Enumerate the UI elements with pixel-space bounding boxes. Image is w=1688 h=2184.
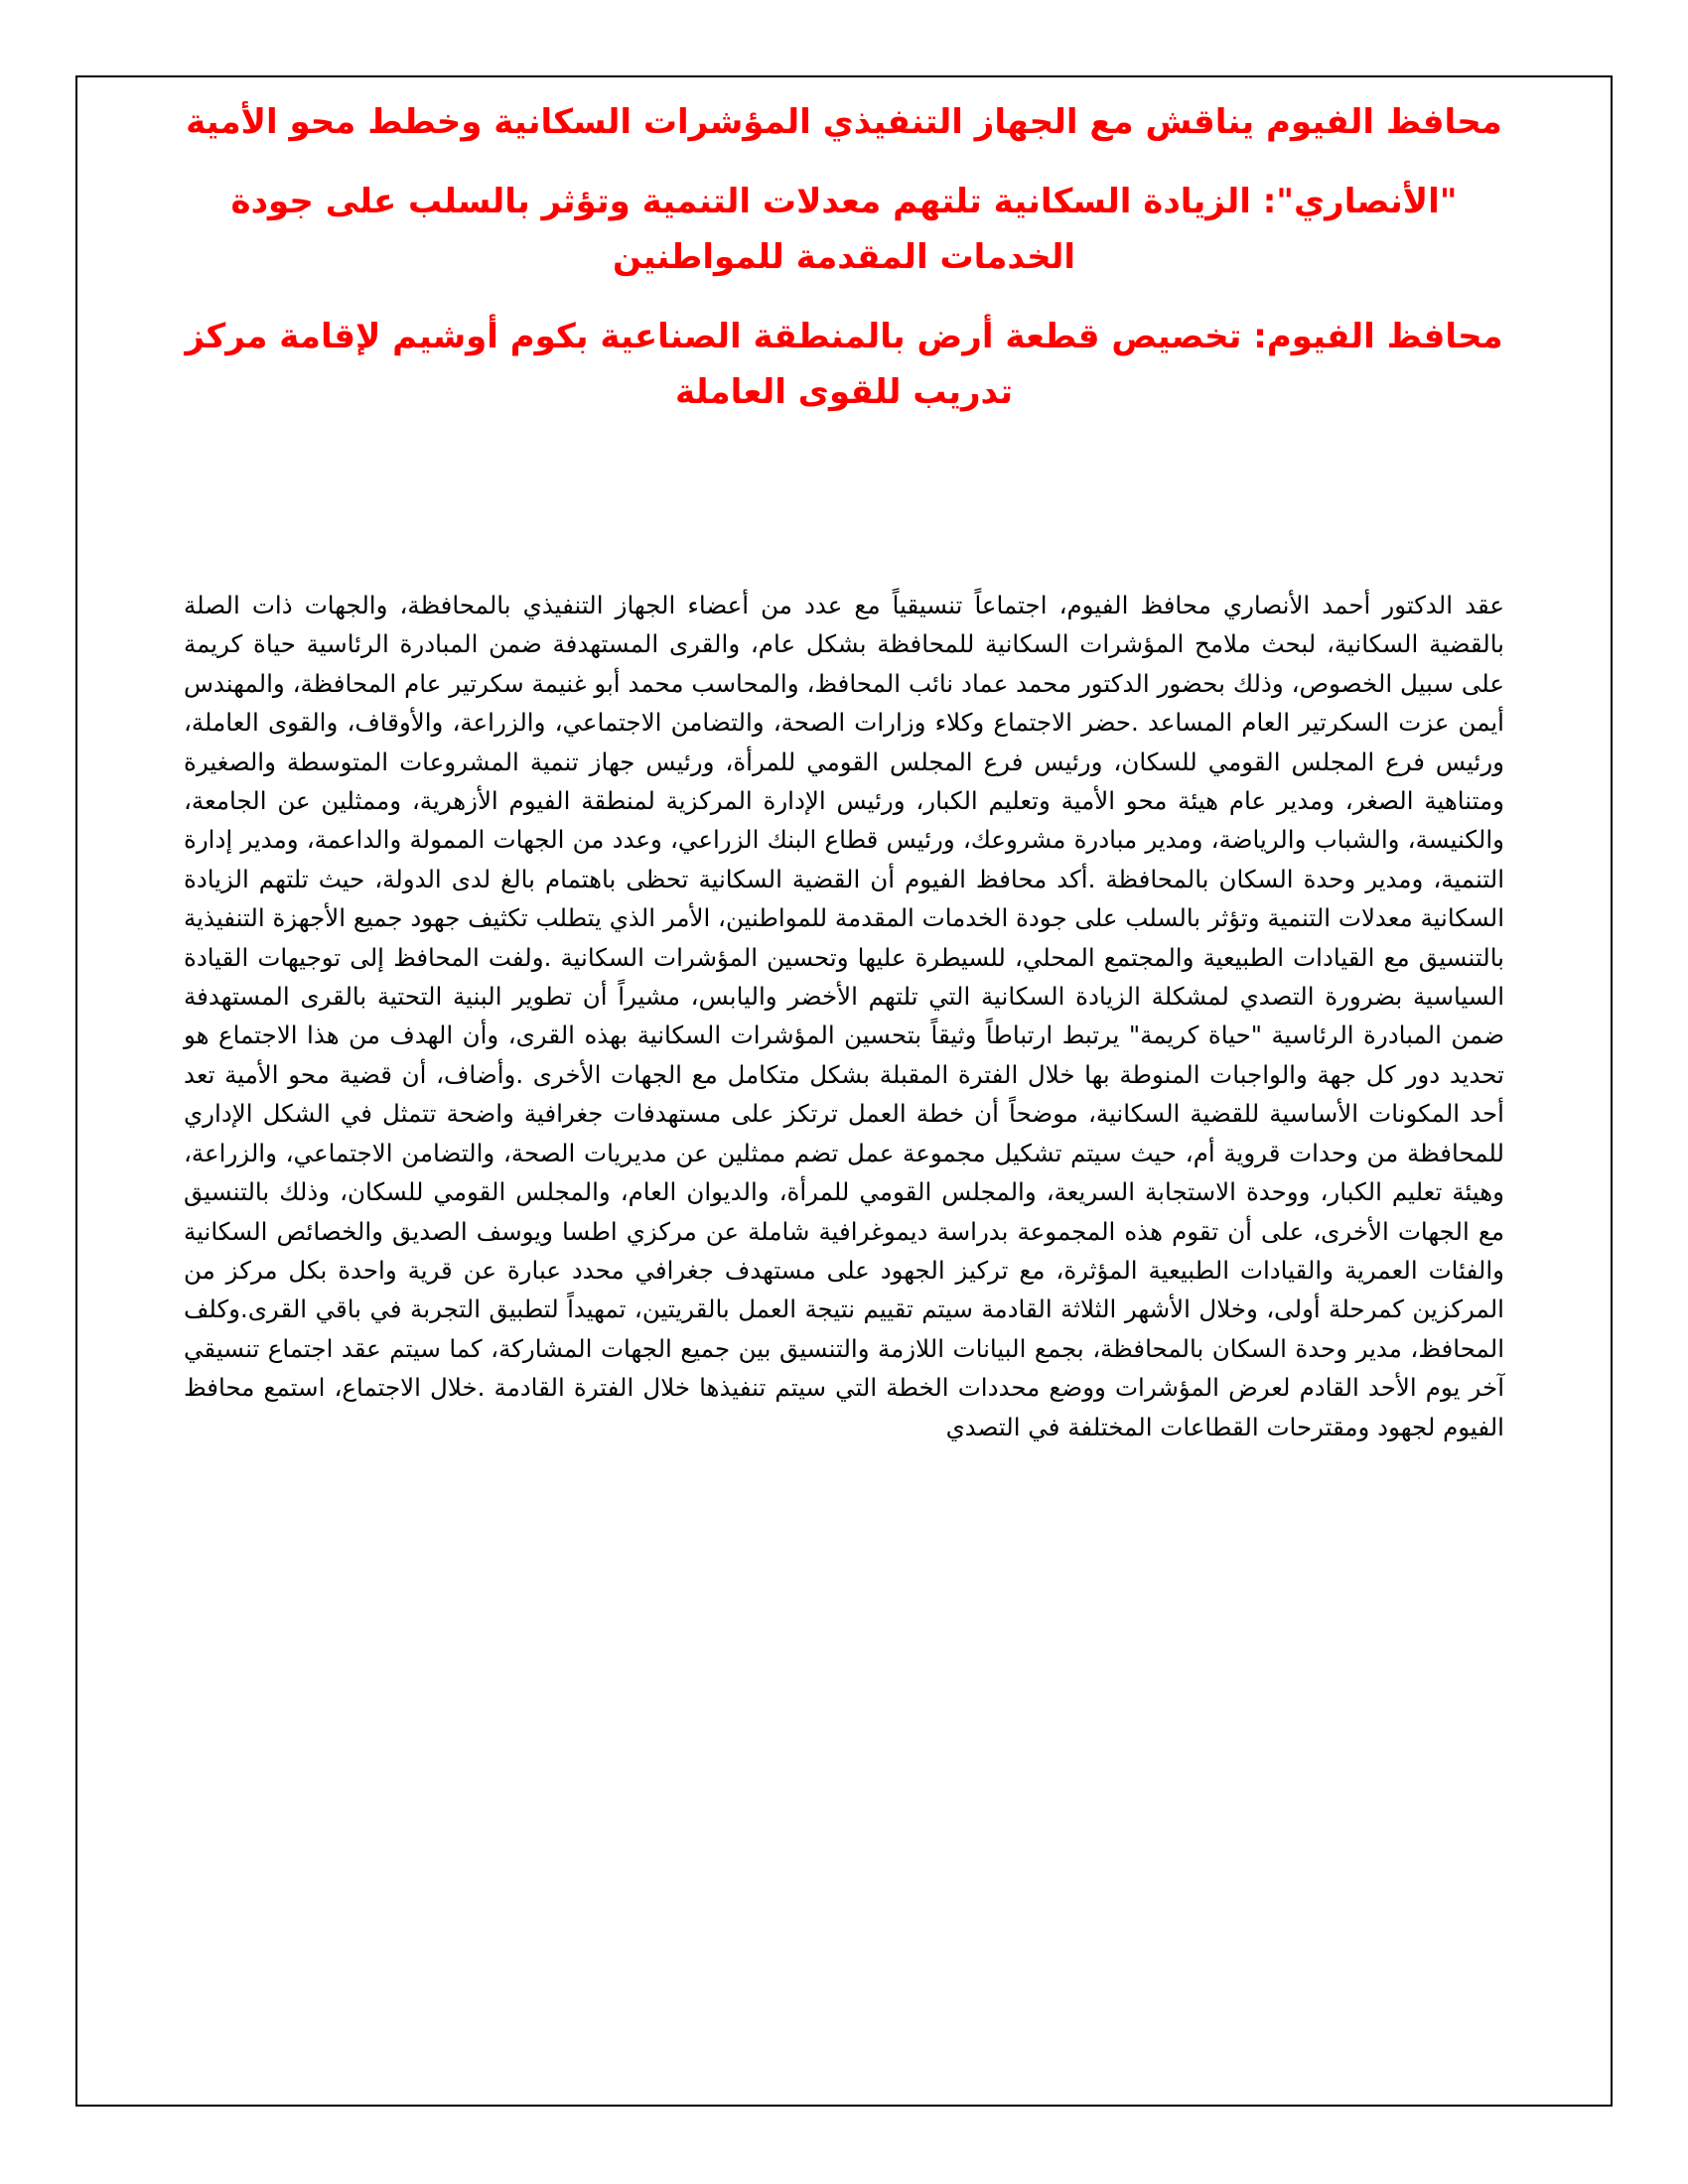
headline-primary: محافظ الفيوم يناقش مع الجهاز التنفيذي المؤشرات السكانية وخطط محو الأمية [186,102,1502,142]
article-body: عقد الدكتور أحمد الأنصاري محافظ الفيوم، اجتماعاً تنسيقياً مع عدد من أعضاء الجهاز التنفيذي بالمحافظة، والجهات ذات الصلة بالقضية السكانية، لبحث ملامح المؤشرات السكانية للمحافظة بشكل عام، والقرى المستهدفة ضمن المبادرة الرئاسية حياة كريمة على سبيل الخصوص، وذلك بحضور الدكتور محمد عماد نائب المحافظ، والمحاسب محمد أبو غنيمة سكرتير عام المحافظة، والمهندس أيمن عزت السكرتير العام المساعد .حضر الاجتماع وكلاء وزارات الصحة، والتضامن الاجتماعي، والزراعة، والأوقاف، والقوى العاملة، ورئيس فرع المجلس القومي للسكان، ورئيس فرع المجلس القومي للمرأة، ورئيس جهاز تنمية المشروعات المتوسطة والصغيرة ومتناهية الصغر، ومدير عام هيئة محو الأمية وتعليم الكبار، ورئيس الإدارة المركزية لمنطقة الفيوم الأزهرية، وممثلين عن الجامعة، والكنيسة، والشباب والرياضة، ومدير مبادرة مشروعك، ورئيس قطاع البنك الزراعي، وعدد من الجهات الممولة والداعمة، ومدير إدارة التنمية، ومدير وحدة السكان بالمحافظة .أكد محافظ الفيوم أن القضية السكانية تحظى باهتمام بالغ لدى الدولة، حيث تلتهم الزيادة السكانية معدلات التنمية وتؤثر بالسلب على جودة الخدمات المقدمة للمواطنين، الأمر الذي يتطلب تكثيف جهود جميع الأجهزة التنفيذية بالتنسيق مع القيادات الطبيعية والمجتمع المحلي، للسيطرة عليها وتحسين المؤشرات السكانية .ولفت المحافظ إلى توجيهات القيادة السياسية بضرورة التصدي لمشكلة الزيادة السكانية التي تلتهم الأخضر واليابس، مشيراً أن تطوير البنية التحتية بالقرى المستهدفة ضمن المبادرة الرئاسية "حياة كريمة" يرتبط ارتباطاً وثيقاً بتحسين المؤشرات السكانية بهذه القرى، وأن الهدف من هذا الاجتماع هو تحديد دور كل جهة والواجبات المنوطة بها خلال الفترة المقبلة بشكل متكامل مع الجهات الأخرى .وأضاف، أن قضية محو الأمية تعد أحد المكونات الأساسية للقضية السكانية، موضحاً أن خطة العمل ترتكز على مستهدفات جغرافية واضحة تتمثل في الشكل الإداري للمحافظة من وحدات قروية أم، حيث سيتم تشكيل مجموعة عمل تضم ممثلين عن مديريات الصحة، والتضامن الاجتماعي، والزراعة، وهيئة تعليم الكبار، ووحدة الاستجابة السريعة، والمجلس القومي للمرأة، والديوان العام، والمجلس القومي للسكان، وذلك بالتنسيق مع الجهات الأخرى، على أن تقوم هذه المجموعة بدراسة ديموغرافية شاملة عن مركزي اطسا ويوسف الصديق والخصائص السكانية والفئات العمرية والقيادات الطبيعية المؤثرة، مع تركيز الجهود على مستهدف جغرافي محدد عبارة عن قرية واحدة بكل مركز من المركزين كمرحلة أولى، وخلال الأشهر الثلاثة القادمة سيتم تقييم نتيجة العمل بالقريتين، تمهيداً لتطبيق التجربة في باقي القرى.وكلف المحافظ، مدير وحدة السكان بالمحافظة، بجمع البيانات اللازمة والتنسيق بين جميع الجهات المشاركة، كما سيتم عقد اجتماع تنسيقي آخر يوم الأحد القادم لعرض المؤشرات ووضع محددات الخطة التي سيتم تنفيذها خلال الفترة القادمة .خلال الاجتماع، استمع محافظ الفيوم لجهود ومقترحات القطاعات المختلفة في التصدي [184,591,1504,1441]
headlines [179,94,1509,420]
headline-tertiary: محافظ الفيوم: تخصيص قطعة أرض بالمنطقة الصناعية بكوم أوشيم لإقامة مركز تدريب للقوى العاملة [185,317,1503,412]
headline-secondary: "الأنصاري": الزيادة السكانية تلتهم معدلات التنمية وتؤثر بالسلب على جودة الخدمات المقدمة للمواطنين [230,182,1458,277]
